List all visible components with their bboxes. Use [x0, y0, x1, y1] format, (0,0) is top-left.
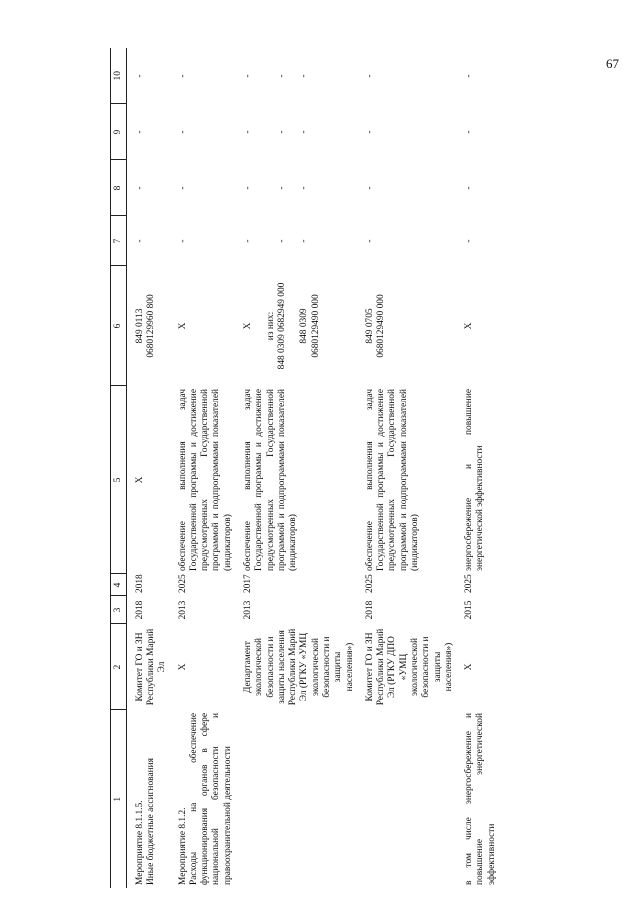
start-year: 2013 — [243, 600, 254, 620]
header-cell-3: 3 — [111, 596, 127, 624]
measure-name — [364, 710, 456, 888]
header-cell-9: 9 — [111, 104, 127, 160]
value-7: - — [364, 239, 375, 243]
budget-code: X из них: 848 0309 0682949 000 848 0309 0680129490 000 — [243, 282, 321, 370]
measure-name — [242, 710, 357, 888]
end-year: 2017 — [243, 574, 254, 593]
table-row — [463, 48, 499, 888]
budget-code: 849 0113 0680129960 800 — [134, 294, 157, 358]
header-cell-7: 7 — [111, 216, 127, 266]
spacer — [170, 48, 177, 888]
start-year: 2018 — [364, 600, 375, 620]
value-8: - - - — [243, 186, 310, 190]
value-9: - — [177, 130, 188, 134]
expected-result: X — [134, 476, 145, 484]
executor: X — [177, 663, 188, 671]
end-year: 2025 — [177, 574, 188, 593]
spacer — [127, 48, 134, 888]
executor: X — [464, 663, 475, 671]
value-9: - — [464, 130, 475, 134]
value-9: - - - — [243, 130, 310, 134]
rotated-table-wrapper — [110, 48, 625, 888]
header-cell-2: 2 — [111, 624, 127, 710]
end-year: 2018 — [134, 574, 145, 593]
measure-name: Мероприятие 8.1.1.5. Иные бюджетные ассигнования — [134, 758, 157, 885]
header-cell-4: 4 — [111, 574, 127, 596]
expected-result: обеспечение выполнения задач Государственной программы и достижение предусмотренных Государственной программой и подпрограммами показателей (индикаторов) — [177, 389, 233, 571]
header-cell-10: 10 — [111, 48, 127, 104]
measures-table — [110, 48, 499, 888]
value-8: - — [177, 186, 188, 190]
start-year: 2013 — [177, 600, 188, 620]
header-cell-5: 5 — [111, 386, 127, 574]
value-10: - — [177, 74, 188, 78]
value-10: - — [364, 74, 375, 78]
value-8: - — [364, 186, 375, 190]
value-7: - - - — [243, 239, 310, 243]
page-number: 67 — [606, 56, 619, 71]
measure-name: Мероприятие 8.1.2. Расходы на обеспечение функционирования органов в сфере национальной безопасности и правоохранительной деятельности — [177, 713, 233, 885]
header-cell-8: 8 — [111, 160, 127, 216]
end-year: 2025 — [464, 574, 475, 593]
header-cell-1: 1 — [111, 710, 127, 888]
value-10: - — [464, 74, 475, 78]
value-7: - — [177, 239, 188, 243]
end-year: 2025 — [364, 574, 375, 593]
budget-code: X — [177, 322, 188, 330]
start-year: 2015 — [464, 600, 475, 620]
expected-result: обеспечение выполнения задач Государственной программы и достижение предусмотренных Государственной программой и подпрограммами показателей (индикаторов) — [243, 389, 299, 571]
value-8: - — [464, 186, 475, 190]
table-row — [134, 48, 170, 888]
value-7: - — [134, 239, 145, 243]
executor: Департамент экологической безопасности и защиты населения Республики Марий Эл (РГКУ «УМЦ экологической безопасности и защиты населения») — [243, 628, 355, 706]
spacer — [235, 48, 242, 888]
expected-result: обеспечение выполнения задач Государственной программы и достижение предусмотренных Государственной программой и подпрограммами показателей (индикаторов) — [364, 389, 420, 571]
measure-name: в том числе энергосбережение и повышение энергетической эффективности — [464, 713, 497, 885]
table-row — [242, 48, 357, 888]
expected-result: энергосбережение и повышение энергетической эффективности — [464, 389, 486, 571]
value-10: - — [134, 74, 145, 78]
header-row — [111, 48, 127, 888]
executor: Комитет ГО и ЗН Республики Марий Эл (РГКУ ДПО «УМЦ экологической безопасности и защиты населения») — [364, 628, 454, 706]
spacer — [456, 48, 463, 888]
value-9: - — [364, 130, 375, 134]
value-8: - — [134, 186, 145, 190]
value-10: - - - — [243, 74, 310, 78]
value-7: - — [464, 239, 475, 243]
budget-code: X — [464, 322, 475, 330]
spacer — [357, 48, 364, 888]
executor: Комитет ГО и ЗН Республики Марий Эл — [134, 628, 168, 706]
header-cell-6: 6 — [111, 266, 127, 386]
start-year: 2018 — [134, 600, 145, 620]
table-row — [364, 48, 456, 888]
value-9: - — [134, 130, 145, 134]
budget-code: 849 0705 0680129490 000 — [364, 294, 387, 358]
table-row — [177, 48, 235, 888]
